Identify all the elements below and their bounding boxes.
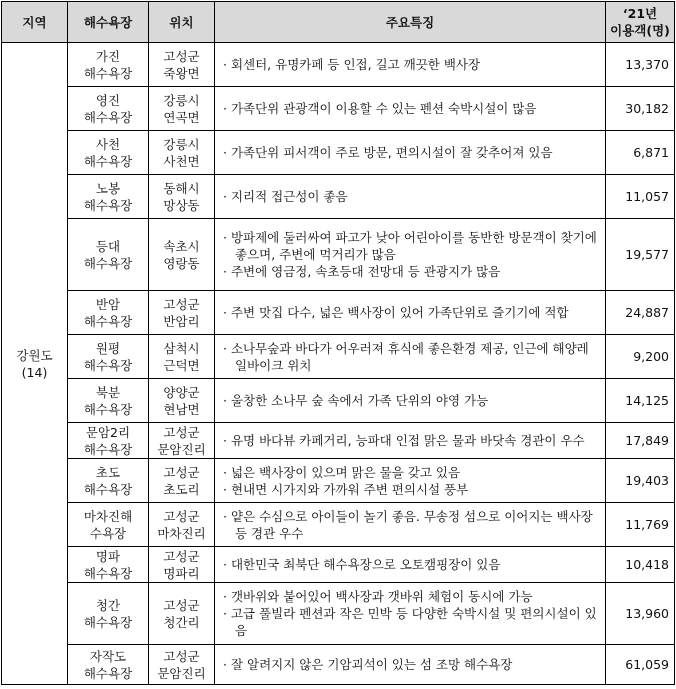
header-features: 주요특징 bbox=[215, 2, 606, 43]
features-cell bbox=[215, 379, 606, 423]
location-line: 고성군 bbox=[163, 464, 200, 480]
location-cell bbox=[149, 459, 215, 503]
feature-item: · 울창한 소나무 숲 속에서 가족 단위의 야영 가능 bbox=[223, 393, 489, 408]
location-line: 연곡면 bbox=[163, 109, 200, 125]
feature-item: · 잘 알려지지 않은 기암괴석이 있는 섬 조망 해수욕장 bbox=[223, 657, 513, 672]
visitors-cell: 19,403 bbox=[606, 459, 675, 503]
beach-name-line: 노봉 bbox=[95, 180, 121, 196]
beach-name-line: 반암 bbox=[95, 296, 121, 312]
feature-item: · 회센터, 유명카페 등 인접, 길고 깨끗한 백사장 bbox=[223, 57, 481, 72]
visitors-cell: 11,769 bbox=[606, 503, 675, 547]
location-cell bbox=[149, 43, 215, 87]
beach-name-line: 자작도 bbox=[89, 648, 127, 664]
table-row bbox=[2, 335, 675, 379]
table-row bbox=[2, 583, 675, 645]
location-line: 사천면 bbox=[163, 153, 200, 169]
location-line: 고성군 bbox=[163, 548, 200, 564]
table-row bbox=[2, 503, 675, 547]
feature-item: · 유명 바다뷰 카페거리, 능파대 인접 맑은 물과 바닷속 경관이 우수 bbox=[223, 433, 585, 448]
beach-name-line: 북분 bbox=[95, 384, 121, 400]
location-line: 고성군 bbox=[163, 597, 200, 613]
feature-item: · 가족단위 피서객이 주로 방문, 편의시설이 잘 갖추어져 있음 bbox=[223, 145, 553, 160]
location-cell bbox=[149, 645, 215, 685]
features-cell bbox=[215, 583, 606, 645]
beach-name-cell bbox=[68, 583, 149, 645]
features-cell bbox=[215, 645, 606, 685]
features-cell bbox=[215, 335, 606, 379]
beach-name-cell bbox=[68, 175, 149, 219]
table-row bbox=[2, 219, 675, 291]
beach-name-cell bbox=[68, 87, 149, 131]
location-cell bbox=[149, 583, 215, 645]
beach-name-cell bbox=[68, 43, 149, 87]
location-line: 근덕면 bbox=[163, 357, 200, 373]
beach-name-line: 해수욕장 bbox=[83, 313, 133, 329]
location-line: 고성군 bbox=[163, 424, 200, 440]
beach-name-line: 문암2리 bbox=[85, 424, 131, 440]
features-cell bbox=[215, 219, 606, 291]
beach-name-line: 수욕장 bbox=[89, 525, 127, 541]
visitors-cell: 17,849 bbox=[606, 423, 675, 459]
header-visitors-year: ‘21년 bbox=[622, 6, 658, 21]
features-cell bbox=[215, 43, 606, 87]
feature-item: · 주변에 영금정, 속초등대 전망대 등 관광지가 많음 bbox=[223, 264, 501, 279]
beach-name-line: 해수욕장 bbox=[83, 255, 133, 271]
beach-name-line: 해수욕장 bbox=[83, 197, 133, 213]
visitors-cell: 13,370 bbox=[606, 43, 675, 87]
features-cell bbox=[215, 459, 606, 503]
features-cell bbox=[215, 423, 606, 459]
table-row bbox=[2, 175, 675, 219]
beach-name-line: 해수욕장 bbox=[83, 357, 133, 373]
region-cell bbox=[2, 43, 68, 685]
location-line: 명파리 bbox=[163, 565, 200, 581]
beach-name-line: 가진 bbox=[95, 48, 121, 64]
beach-name-line: 등대 bbox=[95, 238, 121, 254]
beach-name-line: 명파 bbox=[95, 548, 121, 564]
features-cell bbox=[215, 503, 606, 547]
beach-name-line: 사천 bbox=[95, 136, 121, 152]
beach-name-line: 해수욕장 bbox=[83, 65, 133, 81]
visitors-cell: 24,887 bbox=[606, 291, 675, 335]
visitors-cell: 30,182 bbox=[606, 87, 675, 131]
location-cell bbox=[149, 547, 215, 583]
header-beach: 해수욕장 bbox=[68, 2, 149, 43]
table-row bbox=[2, 43, 675, 87]
beach-name-cell bbox=[68, 459, 149, 503]
header-row bbox=[2, 2, 675, 43]
location-line: 마차진리 bbox=[157, 525, 206, 541]
location-line: 문암진리 bbox=[157, 441, 206, 457]
header-region: 지역 bbox=[2, 2, 68, 43]
visitors-cell: 13,960 bbox=[606, 583, 675, 645]
location-line: 삼척시 bbox=[163, 340, 200, 356]
region-count: (14) bbox=[21, 364, 48, 380]
feature-item: · 넓은 백사장이 있으며 맑은 물을 갖고 있음 bbox=[223, 464, 461, 480]
table-row bbox=[2, 131, 675, 175]
beach-name-line: 해수욕장 bbox=[83, 565, 133, 581]
location-cell bbox=[149, 503, 215, 547]
visitors-cell: 61,059 bbox=[606, 645, 675, 685]
beach-name-line: 해수욕장 bbox=[83, 109, 133, 125]
beach-name-cell bbox=[68, 503, 149, 547]
location-cell bbox=[149, 219, 215, 291]
table-row bbox=[2, 87, 675, 131]
location-line: 속초시 bbox=[163, 238, 200, 254]
beach-name-line: 해수욕장 bbox=[83, 481, 133, 497]
features-cell bbox=[215, 175, 606, 219]
feature-item: · 고급 풀빌라 펜션과 작은 민박 등 다양한 숙박시설 및 편의시설이 있음 bbox=[223, 606, 597, 638]
location-line: 반암리 bbox=[163, 313, 200, 329]
feature-item: · 방파제에 둘러싸여 파고가 낮아 어린아이를 동반한 방문객이 찾기에 좋으며, 주변에 먹거리가 많음 bbox=[223, 230, 597, 262]
feature-item: · 갯바위와 붙어있어 백사장과 갯바위 체험이 동시에 가능 bbox=[223, 589, 533, 604]
beach-name-cell bbox=[68, 645, 149, 685]
table-row bbox=[2, 379, 675, 423]
features-cell bbox=[215, 291, 606, 335]
beach-name-cell bbox=[68, 423, 149, 459]
features-cell bbox=[215, 131, 606, 175]
visitors-cell: 14,125 bbox=[606, 379, 675, 423]
location-cell bbox=[149, 335, 215, 379]
beach-name-line: 영진 bbox=[95, 92, 121, 108]
beach-table bbox=[1, 1, 675, 685]
location-line: 초도리 bbox=[163, 481, 200, 497]
features-cell bbox=[215, 547, 606, 583]
location-cell bbox=[149, 291, 215, 335]
visitors-cell: 11,057 bbox=[606, 175, 675, 219]
visitors-cell: 9,200 bbox=[606, 335, 675, 379]
location-cell bbox=[149, 423, 215, 459]
feature-item: · 소나무숲과 바다가 어우러져 휴식에 좋은환경 제공, 인근에 해양레일바이크 위치 bbox=[223, 340, 589, 373]
location-line: 망상동 bbox=[163, 197, 200, 213]
table-row bbox=[2, 459, 675, 503]
table-row bbox=[2, 423, 675, 459]
table-row bbox=[2, 547, 675, 583]
visitors-cell: 6,871 bbox=[606, 131, 675, 175]
beach-name-line: 마차진해 bbox=[83, 508, 133, 524]
beach-name-line: 청간 bbox=[95, 597, 121, 613]
visitors-cell: 19,577 bbox=[606, 219, 675, 291]
location-line: 죽왕면 bbox=[163, 65, 200, 81]
location-line: 동해시 bbox=[163, 180, 200, 196]
beach-name-line: 해수욕장 bbox=[83, 665, 133, 681]
location-line: 고성군 bbox=[163, 296, 200, 312]
visitors-cell: 10,418 bbox=[606, 547, 675, 583]
location-line: 현남면 bbox=[163, 401, 200, 417]
beach-name-cell bbox=[68, 131, 149, 175]
table-row bbox=[2, 291, 675, 335]
header-visitors bbox=[606, 2, 675, 43]
location-line: 영랑동 bbox=[163, 255, 200, 271]
location-cell bbox=[149, 379, 215, 423]
feature-item: · 주변 맛집 다수, 넓은 백사장이 있어 가족단위로 즐기기에 적합 bbox=[223, 305, 569, 320]
beach-name-line: 해수욕장 bbox=[83, 441, 133, 457]
beach-name-line: 초도 bbox=[95, 464, 121, 480]
feature-item: · 대한민국 최북단 해수욕장으로 오토캠핑장이 있음 bbox=[223, 557, 501, 572]
beach-name-line: 해수욕장 bbox=[83, 614, 133, 630]
location-line: 고성군 bbox=[163, 48, 200, 64]
beach-name-cell bbox=[68, 379, 149, 423]
beach-name-cell bbox=[68, 219, 149, 291]
beach-name-cell bbox=[68, 291, 149, 335]
header-location: 위치 bbox=[149, 2, 215, 43]
feature-item: · 지리적 접근성이 좋음 bbox=[223, 189, 348, 204]
beach-name-cell bbox=[68, 335, 149, 379]
beach-name-line: 해수욕장 bbox=[83, 153, 133, 169]
location-line: 고성군 bbox=[163, 508, 200, 524]
beach-name-line: 해수욕장 bbox=[83, 401, 133, 417]
location-line: 청간리 bbox=[163, 614, 200, 630]
features-cell bbox=[215, 87, 606, 131]
region-name: 강원도 bbox=[16, 347, 53, 363]
location-cell bbox=[149, 175, 215, 219]
location-line: 강릉시 bbox=[163, 136, 200, 152]
location-cell bbox=[149, 87, 215, 131]
beach-name-cell bbox=[68, 547, 149, 583]
feature-item: · 얕은 수심으로 아이들이 놀기 좋음. 무송정 섬으로 이어지는 백사장 등 경관 우수 bbox=[223, 508, 593, 541]
beach-name-line: 원평 bbox=[95, 340, 121, 356]
header-visitors-unit: 이용객(명) bbox=[610, 23, 670, 38]
feature-item: · 가족단위 관광객이 이용할 수 있는 펜션 숙박시설이 많음 bbox=[223, 101, 537, 116]
location-cell bbox=[149, 131, 215, 175]
location-line: 강릉시 bbox=[163, 92, 200, 108]
feature-item: · 현내면 시가지와 가까워 주변 편의시설 풍부 bbox=[223, 481, 469, 497]
location-line: 고성군 bbox=[163, 648, 200, 664]
location-line: 문암진리 bbox=[157, 665, 206, 681]
table-row bbox=[2, 645, 675, 685]
location-line: 양양군 bbox=[163, 384, 200, 400]
